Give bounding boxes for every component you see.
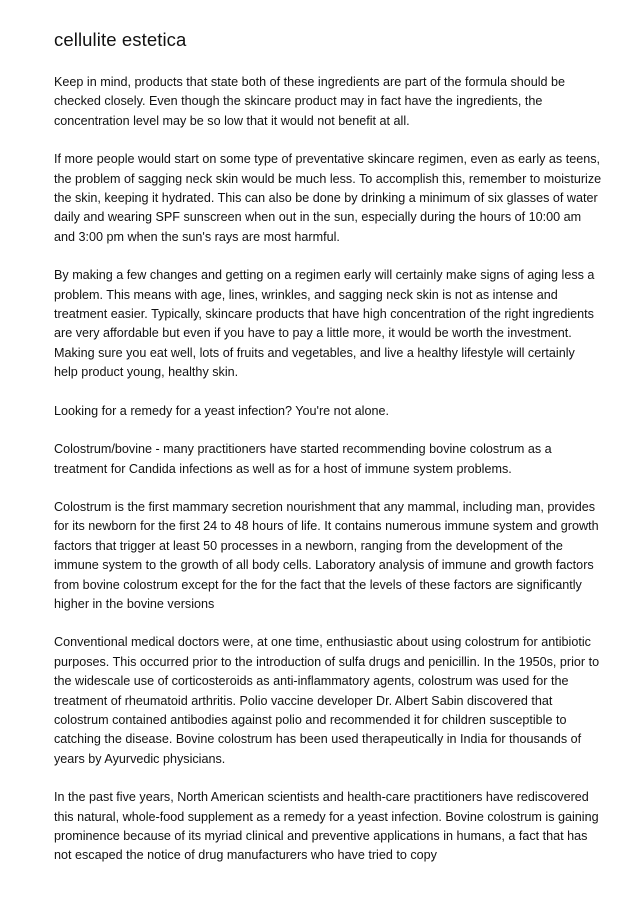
paragraph: Conventional medical doctors were, at one time, enthusiastic about using colostrum for antibiotic purposes. This occurred prior to the introduction of sulfa drugs and penicillin. In the 1950s, prior to the widescale use of corticosteroids as anti-inflammatory agents, colostrum was used for the treatment of rheumatoid arthritis. Polio vaccine developer Dr. Albert Sabin discovered that colostrum contained antibodies against polio and recommended it for children susceptible to catching the disease. Bovine colostrum has been used therapeutically in India for thousands of years by Ayurvedic physicians. <box>54 635 600 766</box>
paragraph: Colostrum/bovine - many practitioners have started recommending bovine colostrum as a treatment for Candida infections as well as for a host of immune system problems. <box>54 442 552 476</box>
paragraph: Keep in mind, products that state both of these ingredients are part of the formula should be checked closely. Even though the skincare product may in fact have the ingredients, the concentration level may be so low that it would not benefit at all. <box>54 75 566 128</box>
paragraph: In the past five years, North American scientists and health-care practitioners have rediscovered this natural, whole-food supplement as a remedy for a yeast infection. Bovine colostrum is gaining prominence because of its myriad clinical and preventive applications in humans, a fact that has not escaped the notice of drug manufacturers who have tried to copy <box>54 790 599 863</box>
paragraph: By making a few changes and getting on a regimen early will certainly make signs of aging less a problem. This means with age, lines, wrinkles, and sagging neck skin is not as intense and treatment easier. Typically, skincare products that have high concentration of the right ingredients are very affordable but even if you have to pay a little more, it would be worth the investment. Making sure you eat well, lots of fruits and vegetables, and live a healthy lifestyle will certainly help product young, healthy skin. <box>54 268 595 380</box>
document-page <box>54 28 602 885</box>
paragraph: Colostrum is the first mammary secretion nourishment that any mammal, including man, provides for its newborn for the first 24 to 48 hours of life. It contains numerous immune system and growth factors that trigger at least 50 processes in a newborn, ranging from the development of the immune system to the growth of all body cells. Laboratory analysis of immune and growth factors from bovine colostrum except for the for the fact that the levels of these factors are significantly higher in the bovine versions <box>54 499 599 611</box>
document-title: cellulite estetica <box>54 29 187 50</box>
paragraph: If more people would start on some type of preventative skincare regimen, even as early as teens, the problem of sagging neck skin would be much less. To accomplish this, remember to moisturize the skin, keeping it hydrated. This can also be done by drinking a minimum of six glasses of water daily and wearing SPF sunscreen when out in the sun, especially during the hours of 10:00 am and 3:00 pm when the sun's rays are most harmful. <box>54 152 602 244</box>
paragraph: Looking for a remedy for a yeast infection? You're not alone. <box>54 403 389 418</box>
